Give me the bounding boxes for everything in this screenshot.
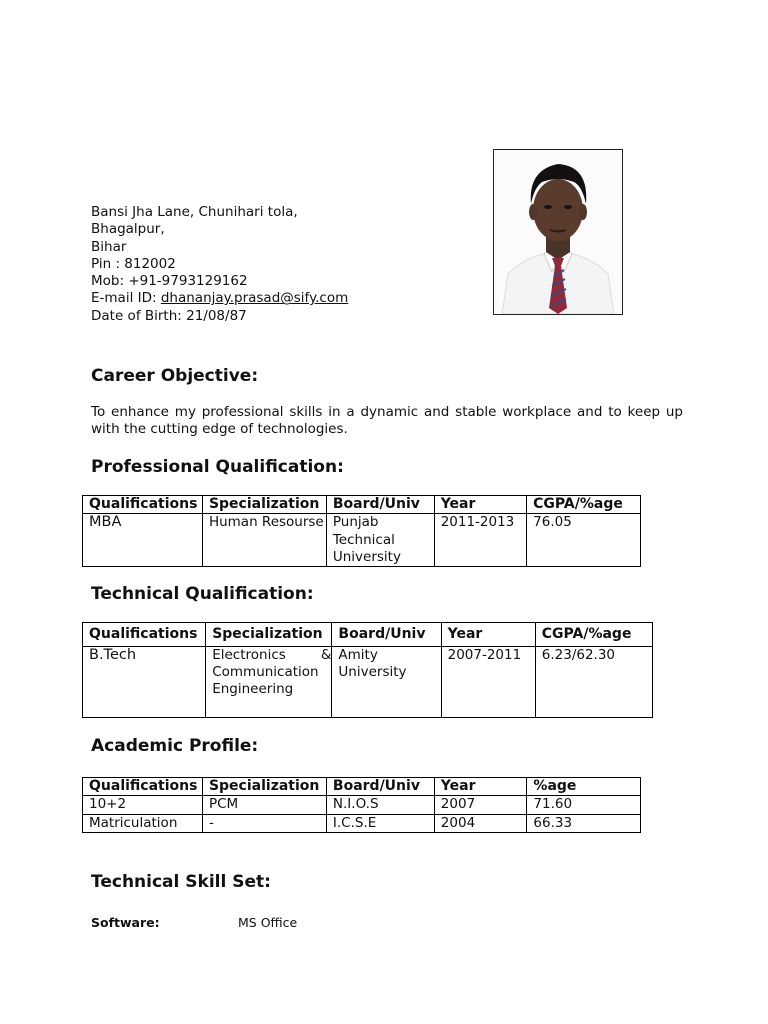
table-cell: 10+2: [83, 796, 203, 814]
table-cell: 2011-2013: [434, 514, 526, 567]
email-link[interactable]: dhananjay.prasad@sify.com: [160, 290, 349, 307]
header-cell: Qualifications: [83, 496, 203, 514]
table-cell: 66.33: [527, 814, 641, 832]
table-row: [83, 514, 641, 567]
table-cell: 2004: [434, 814, 527, 832]
header-cell: Specialization: [202, 778, 326, 796]
header-cell: Qualifications: [83, 623, 206, 647]
header-cell: Specialization: [202, 496, 326, 514]
table-cell: 6.23/62.30: [535, 647, 652, 718]
table-cell: -: [202, 814, 326, 832]
person-portrait-icon: [494, 150, 622, 314]
technical-qualification-table: [82, 622, 653, 718]
table-cell: PCM: [202, 796, 326, 814]
header-cell: Board/Univ: [326, 496, 434, 514]
address-line-1: Bansi Jha Lane, Chunihari tola,: [91, 204, 298, 220]
table-cell: I.C.S.E: [326, 814, 434, 832]
address-line-2: Bhagalpur,: [91, 221, 165, 238]
table-header-row: [83, 496, 641, 514]
table-cell: Amity University: [332, 647, 441, 718]
header-cell: %age: [527, 778, 641, 796]
table-cell: Human Resourse: [202, 514, 326, 567]
career-objective-text: To enhance my professional skills in a dynamic and stable workplace and to keep up with the cutting edge of technologies.: [91, 404, 683, 437]
table-cell: Punjab Technical University: [326, 514, 434, 567]
table-row: [83, 647, 653, 718]
software-label: Software:: [91, 915, 160, 930]
academic-profile-table: [82, 777, 641, 833]
academic-profile-heading: Academic Profile:: [91, 736, 259, 756]
table-cell: Matriculation: [83, 814, 203, 832]
header-cell: Board/Univ: [332, 623, 441, 647]
career-objective-heading: Career Objective:: [91, 366, 259, 386]
professional-qualification-heading: Professional Qualification:: [91, 457, 344, 477]
table-cell: N.I.O.S: [326, 796, 434, 814]
technical-skill-set-heading: Technical Skill Set:: [91, 872, 271, 892]
header-cell: Specialization: [206, 623, 332, 647]
header-cell: CGPA/%age: [535, 623, 652, 647]
table-cell: MBA: [83, 514, 203, 567]
email-label: E-mail ID:: [91, 290, 161, 307]
profile-photo: [493, 149, 623, 315]
pin-code: Pin : 812002: [91, 255, 176, 272]
table-cell: 2007: [434, 796, 527, 814]
header-cell: CGPA/%age: [527, 496, 641, 514]
table-header-row: [83, 623, 653, 647]
contact-block: [91, 204, 348, 325]
table-header-row: [83, 778, 641, 796]
table-cell: B.Tech: [83, 647, 206, 718]
address-line-3: Bihar: [91, 238, 127, 255]
table-row: [83, 814, 641, 832]
technical-qualification-heading: Technical Qualification:: [91, 584, 314, 604]
email-row: [91, 290, 348, 307]
table-cell: 76.05: [527, 514, 641, 567]
date-of-birth: Date of Birth: 21/08/87: [91, 307, 247, 324]
header-cell: Year: [434, 496, 526, 514]
professional-qualification-table: [82, 495, 641, 567]
header-cell: Board/Univ: [326, 778, 434, 796]
header-cell: Qualifications: [83, 778, 203, 796]
table-row: [83, 796, 641, 814]
table-cell: Electronics & Communication Engineering: [206, 647, 332, 718]
mobile-number: Mob: +91-9793129162: [91, 273, 248, 290]
header-cell: Year: [441, 623, 535, 647]
table-cell: 2007-2011: [441, 647, 535, 718]
table-cell: 71.60: [527, 796, 641, 814]
header-cell: Year: [434, 778, 527, 796]
software-value: MS Office: [238, 915, 298, 930]
